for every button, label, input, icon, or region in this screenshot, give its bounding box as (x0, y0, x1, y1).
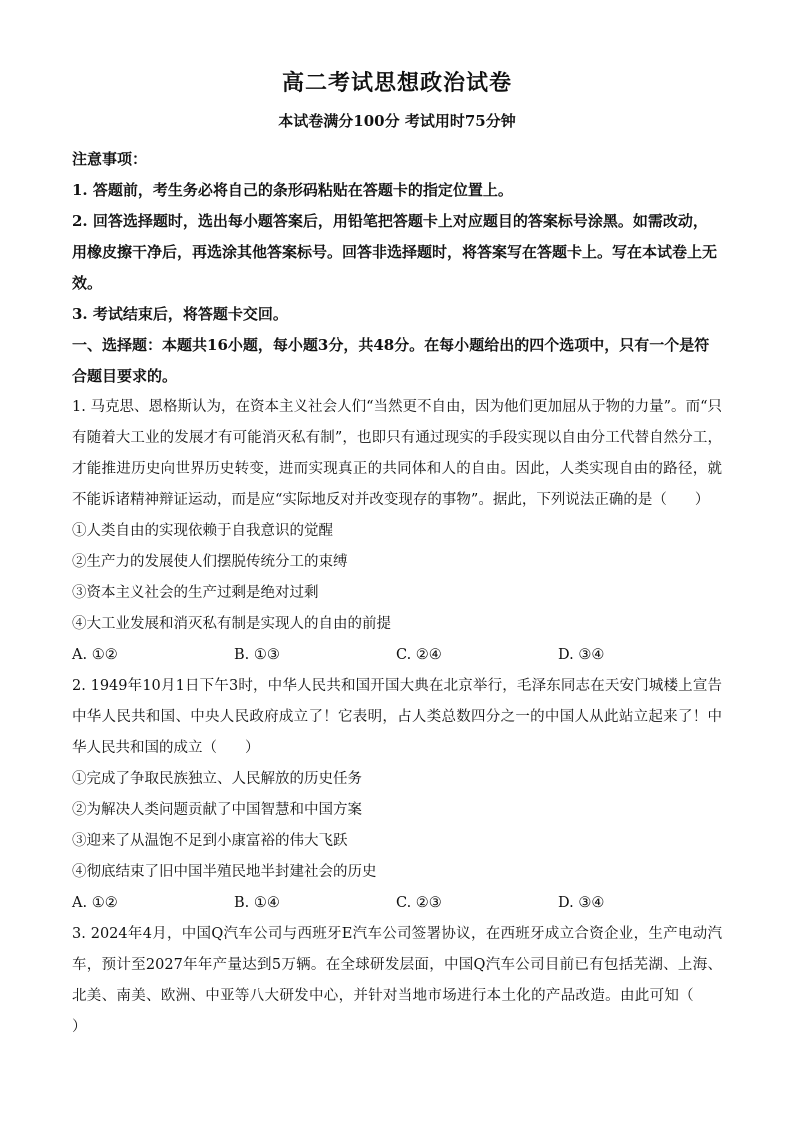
question-3 (72, 919, 722, 1043)
question-stem (72, 671, 722, 764)
question-stem-text: 1. 马克思、恩格斯认为，在资本主义社会人们“当然更不自由，因为他们更加屈从于物的力量”。而“只有随着大工业的发展才有可能消灭私有制”，也即只有通过现实的手段实现以自由分工代替自然分工，才能推进历史向世界历史转变，进而实现真正的共同体和人的自由。因此，人类实现自由的路径，就不能诉诸精神辩证运动，而是应“实际地反对并改变现存的事物”。据此，下列说法正确的是（ (72, 399, 722, 508)
question-stem-end: ） (245, 740, 260, 756)
statement-4: ④大工业发展和消灭私有制是实现人的自由的前提 (72, 616, 391, 632)
question-stem (72, 919, 722, 1043)
statement-2: ②为解决人类问题贡献了中国智慧和中国方案 (72, 802, 362, 818)
option-c: C. ②③ (396, 895, 442, 911)
notice-item-2: 2. 回答选择题时，选出每小题答案后，用铅笔把答题卡上对应题目的答案标号涂黑。如需改动，用橡皮擦干净后，再选涂其他答案标号。回答非选择题时，将答案写在答题卡上。写在本试卷上无效。 (72, 212, 718, 292)
option-d: D. ③④ (558, 647, 605, 663)
question-1 (72, 392, 722, 671)
statement-1: ①人类自由的实现依赖于自我意识的觉醒 (72, 523, 333, 539)
question-2 (72, 671, 722, 919)
statement-2: ②生产力的发展使人们摆脱传统分工的束缚 (72, 554, 348, 570)
notice-item-1: 1. 答题前，考生务必将自己的条形码粘贴在答题卡的指定位置上。 (72, 181, 513, 199)
option-c: C. ②④ (396, 647, 442, 663)
question-stem-end: ） (694, 492, 710, 508)
statement-3: ③资本主义社会的生产过剩是绝对过剩 (72, 585, 319, 601)
answer-options (72, 640, 722, 671)
exam-info: 本试卷满分100分 考试用时75分钟 (278, 112, 516, 130)
option-b: B. ①④ (234, 895, 280, 911)
answer-options (72, 888, 722, 919)
page-title: 高二考试思想政治试卷 (281, 70, 512, 96)
question-stem-end: ） (72, 1019, 87, 1035)
notice-item-3: 3. 考试结束后，将答题卡交回。 (72, 305, 288, 323)
statement-1: ①完成了争取民族独立、人民解放的历史任务 (72, 771, 362, 787)
statement-4: ④彻底结束了旧中国半殖民地半封建社会的历史 (72, 864, 377, 880)
notice-heading: 注意事项： (72, 150, 148, 168)
option-d: D. ③④ (558, 895, 605, 911)
option-a: A. ①② (72, 647, 118, 663)
option-a: A. ①② (72, 895, 118, 911)
section-heading: 一、选择题：本题共16小题，每小题3分，共48分。在每小题给出的四个选项中，只有一个是符合题目要求的。 (72, 336, 710, 385)
question-stem (72, 392, 722, 516)
question-stem-text: 3. 2024年4月，中国Q汽车公司与西班牙E汽车公司签署协议，在西班牙成立合资企业，生产电动汽车，预计至2027年年产量达到5万辆。在全球研发层面，中国Q汽车公司目前已有包括芜湖、上海、北美、南美、欧洲、中亚等八大研发中心，并针对当地市场进行本土化的产品改造。由此可知（ (72, 926, 722, 1004)
question-stem-text: 2. 1949年10月1日下午3时，中华人民共和国开国大典在北京举行，毛泽东同志在天安门城楼上宣告中华人民共和国、中央人民政府成立了！它表明，占人类总数四分之一的中国人从此站立起来了！中华人民共和国的成立（ (72, 678, 722, 756)
statement-3: ③迎来了从温饱不足到小康富裕的伟大飞跃 (72, 833, 348, 849)
notice-block (72, 144, 722, 330)
option-b: B. ①③ (234, 647, 280, 663)
